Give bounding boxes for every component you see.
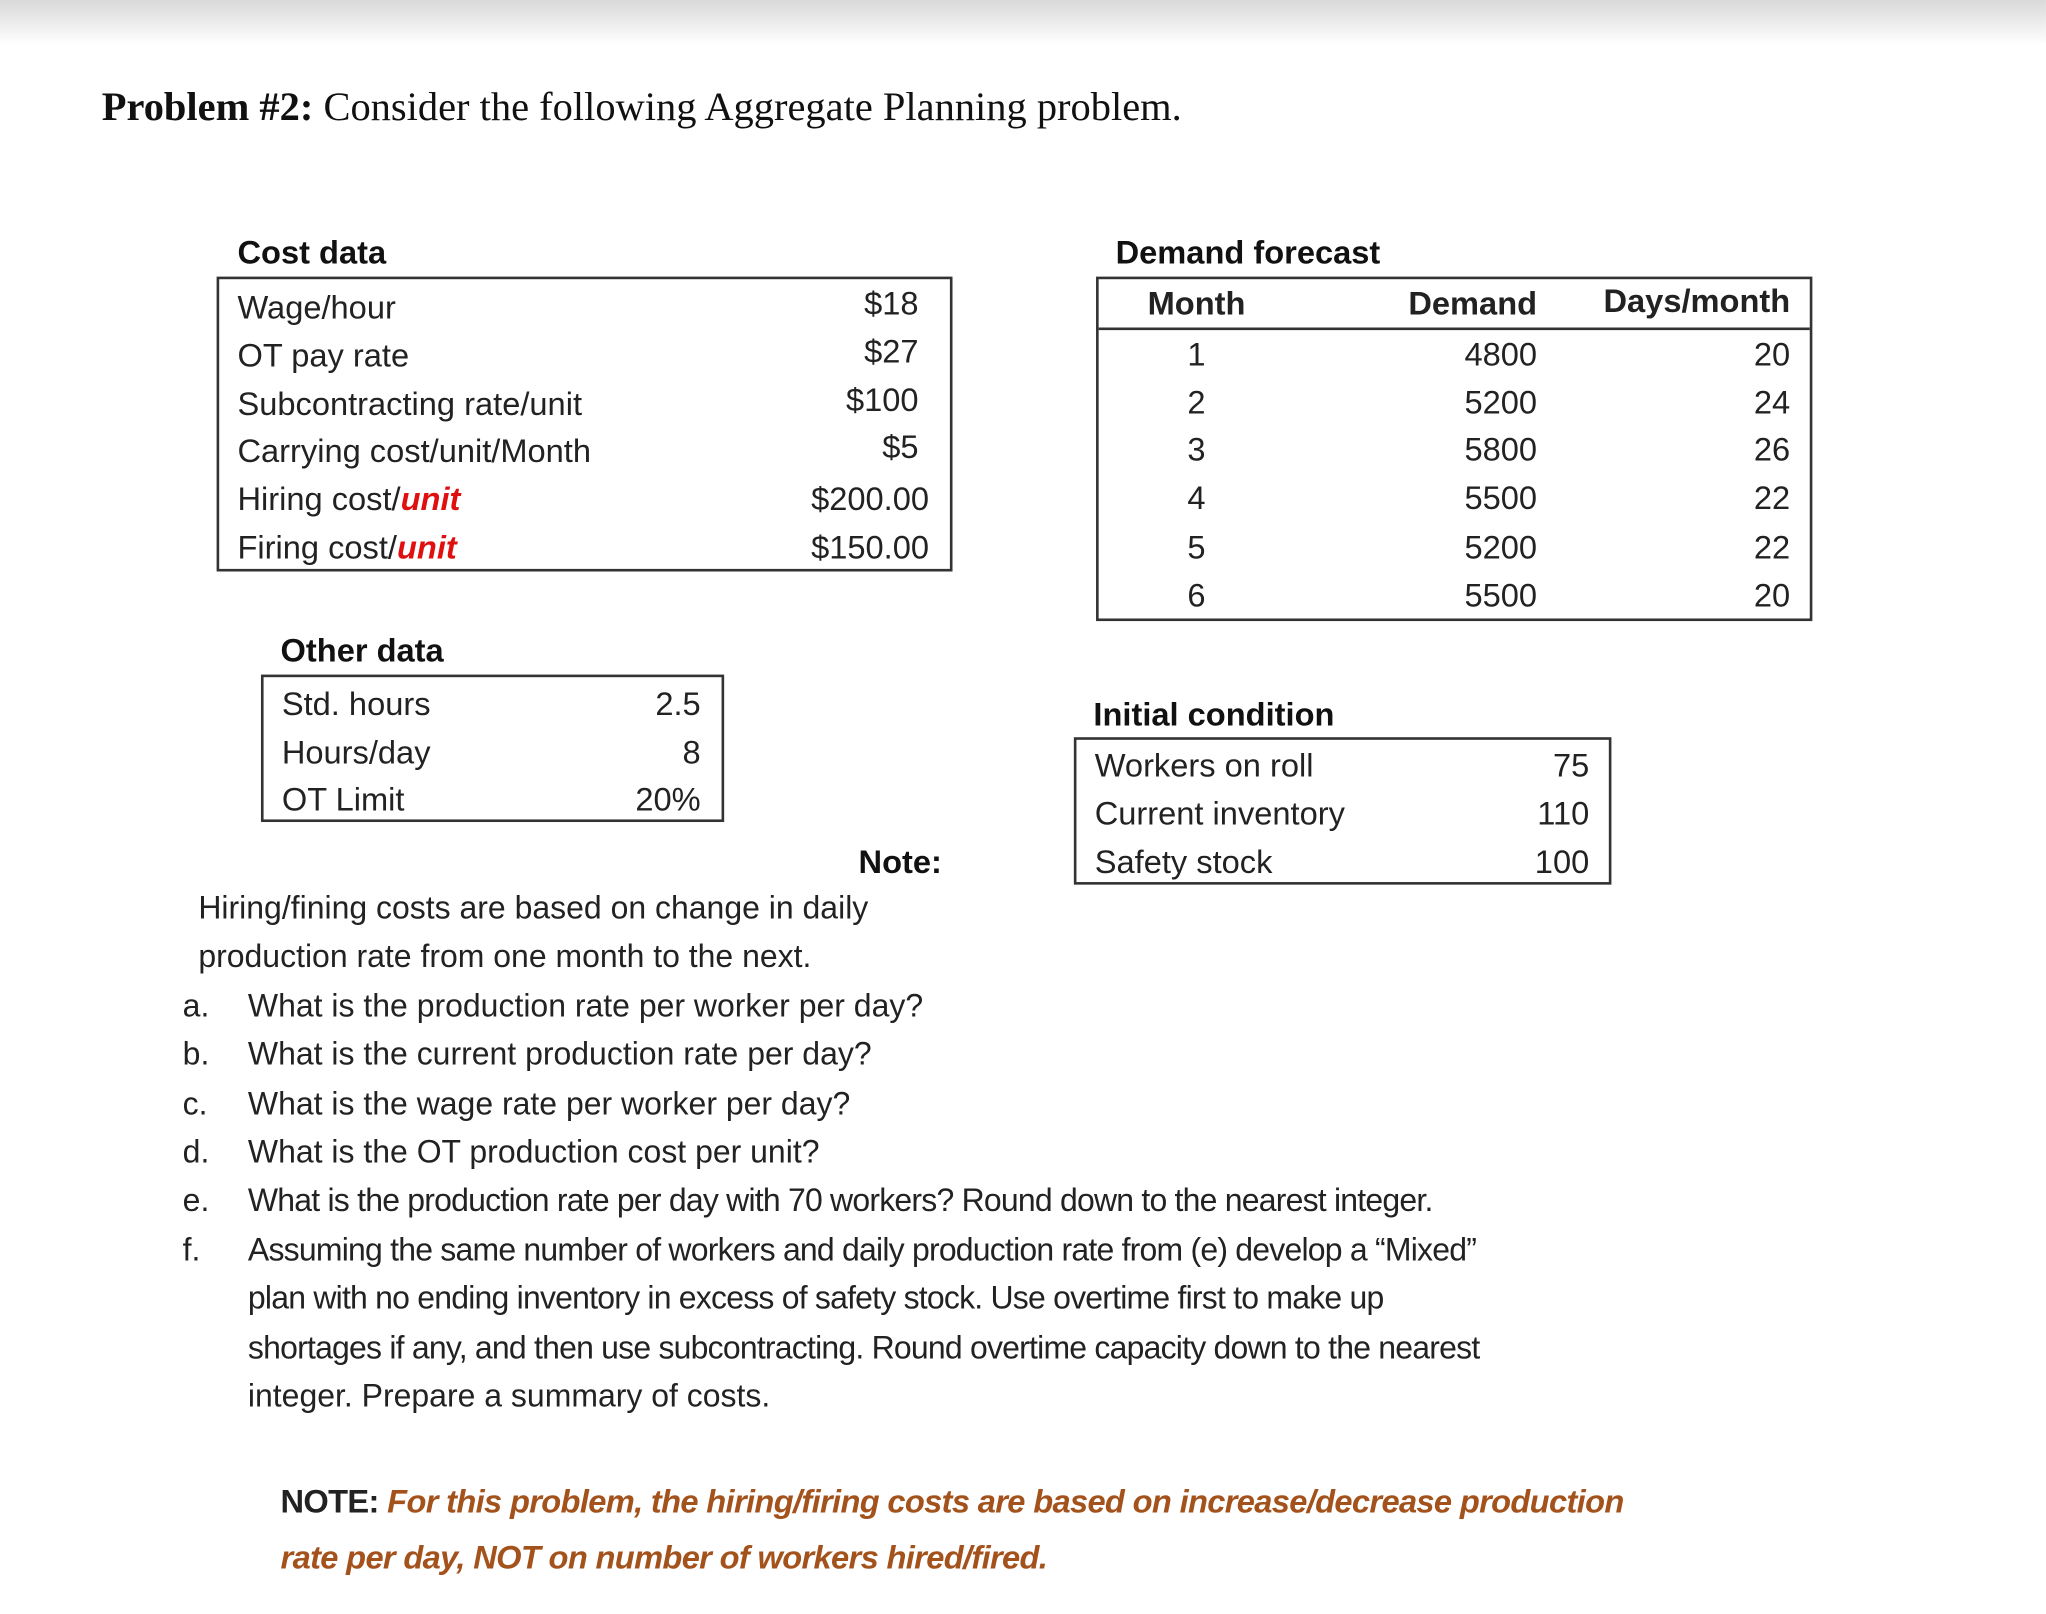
problem-number: Problem #2: — [101, 83, 314, 130]
note-line: production rate from one month to the next. — [198, 939, 812, 975]
row-label: Std. hours — [281, 686, 431, 723]
list-marker: f. — [182, 1233, 201, 1269]
question-text: Assuming the same number of workers and daily production rate from (e) develop a “Mixed” — [247, 1233, 1477, 1269]
row-value: $100 — [845, 382, 919, 419]
row-label: Workers on roll — [1094, 747, 1314, 785]
cell-month: 1 — [1187, 336, 1206, 374]
row-label: Wage/hour — [237, 289, 396, 327]
row-value: $200.00 — [811, 481, 930, 519]
question-text: shortages if any, and then use subcontracting. Round overtime capacity down to the nearest — [247, 1330, 1480, 1367]
table-row — [1099, 475, 1810, 523]
top-shadow-bar — [0, 0, 2046, 44]
header-days: Days/month — [1603, 283, 1791, 320]
question-text: plan with no ending inventory in excess of safety stock. Use overtime first to make up — [247, 1281, 1384, 1317]
table-row — [219, 428, 950, 476]
problem-statement: Consider the following Aggregate Planning problem. — [313, 83, 1182, 130]
note-line: Hiring/fining costs are based on change in daily — [198, 891, 869, 927]
table-row — [219, 333, 950, 381]
cell-demand: 4800 — [1464, 336, 1538, 374]
final-note-label: NOTE: — [280, 1483, 379, 1521]
row-label — [237, 476, 460, 524]
header-demand: Demand — [1408, 285, 1538, 323]
row-label — [237, 525, 456, 573]
row-label-emphasis: unit — [400, 481, 461, 519]
final-note-text: rate per day, NOT on number of workers hired/fired. — [280, 1539, 1048, 1577]
other-data-label: Other data — [280, 632, 444, 670]
cell-demand: 5800 — [1464, 431, 1538, 469]
row-label: OT pay rate — [237, 337, 410, 375]
row-label: OT Limit — [281, 781, 405, 819]
other-data-table — [261, 675, 724, 822]
row-label: Safety stock — [1094, 844, 1273, 881]
row-label: Hours/day — [281, 734, 431, 772]
row-value: 100 — [1534, 844, 1590, 881]
question-text: integer. Prepare a summary of costs. — [247, 1379, 771, 1415]
row-value: 20% — [635, 781, 701, 819]
row-label: Carrying cost/unit/Month — [237, 433, 592, 470]
table-row — [1076, 791, 1608, 839]
question-text: What is the wage rate per worker per day? — [247, 1086, 851, 1123]
final-note-text: For this problem, the hiring/firing costs are based on increase/decrease production — [378, 1483, 1624, 1521]
table-row — [219, 525, 950, 573]
row-label-text: Firing cost/ — [237, 529, 398, 567]
cell-demand: 5500 — [1464, 480, 1538, 517]
row-label-emphasis: unit — [397, 529, 457, 567]
final-note — [281, 1484, 1624, 1522]
list-marker: c. — [182, 1086, 208, 1123]
table-row — [264, 776, 722, 824]
cost-data-table — [217, 277, 953, 572]
question-text: What is the OT production cost per unit? — [247, 1135, 820, 1171]
cell-days: 22 — [1753, 480, 1791, 517]
row-value: 75 — [1552, 747, 1590, 785]
question-text: What is the current production rate per day? — [247, 1037, 872, 1073]
row-value: 8 — [682, 734, 701, 772]
cell-month: 6 — [1187, 578, 1206, 615]
row-value: 2.5 — [655, 686, 701, 723]
question-text: What is the production rate per worker per day? — [247, 989, 924, 1025]
list-marker: e. — [182, 1183, 210, 1219]
initial-condition-table — [1074, 737, 1612, 884]
row-value: $18 — [864, 285, 919, 323]
row-value: $5 — [882, 429, 919, 466]
cell-demand: 5500 — [1464, 578, 1538, 615]
demand-forecast-label: Demand forecast — [1115, 234, 1381, 272]
header-month: Month — [1147, 285, 1246, 323]
cell-days: 20 — [1753, 336, 1791, 374]
table-row — [1076, 742, 1608, 790]
table-row — [1099, 331, 1810, 379]
initial-condition-label: Initial condition — [1093, 696, 1335, 734]
row-value: $150.00 — [811, 529, 930, 567]
cell-month: 2 — [1187, 384, 1206, 422]
row-label: Current inventory — [1094, 795, 1345, 833]
table-row — [264, 729, 722, 777]
cell-demand: 5200 — [1464, 529, 1538, 567]
table-row — [219, 381, 950, 429]
problem-title — [102, 84, 1182, 131]
cell-days: 24 — [1753, 384, 1791, 422]
table-row — [1099, 525, 1810, 573]
cell-days: 22 — [1753, 529, 1791, 567]
note-label: Note: — [858, 844, 942, 881]
cell-month: 4 — [1187, 480, 1206, 517]
table-header — [1099, 281, 1810, 331]
table-row — [219, 476, 950, 524]
cell-month: 3 — [1187, 431, 1206, 469]
cell-month: 5 — [1187, 529, 1206, 567]
cost-data-label: Cost data — [237, 234, 387, 272]
question-text: What is the production rate per day with 70 workers? Round down to the nearest integer. — [247, 1183, 1433, 1219]
table-row — [1099, 427, 1810, 475]
list-marker: a. — [182, 989, 210, 1025]
row-value: $27 — [864, 334, 919, 371]
table-row — [219, 284, 950, 332]
cell-demand: 5200 — [1464, 384, 1538, 422]
table-row — [264, 681, 722, 729]
table-row — [1099, 573, 1810, 621]
table-row — [1099, 380, 1810, 428]
list-marker: b. — [182, 1037, 210, 1073]
demand-forecast-table — [1096, 277, 1812, 621]
row-value: 110 — [1537, 795, 1590, 833]
cell-days: 20 — [1753, 578, 1791, 615]
list-marker: d. — [182, 1135, 210, 1171]
cell-days: 26 — [1753, 431, 1791, 469]
table-row — [1076, 839, 1608, 887]
row-label: Subcontracting rate/unit — [237, 386, 583, 423]
row-label-text: Hiring cost/ — [237, 481, 401, 519]
